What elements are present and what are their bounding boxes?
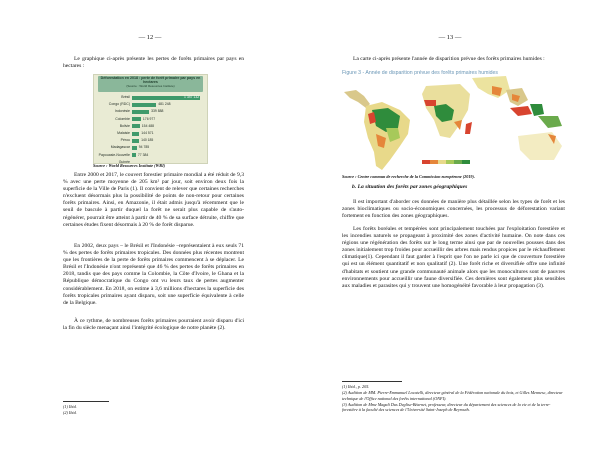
chart-value-label: 154 488: [141, 123, 155, 128]
chart-bar: [132, 146, 137, 150]
west-africa-hotspot-region: [424, 100, 436, 106]
chart-value-label: 1 347 132: [184, 95, 200, 99]
chart-value-label: 77 384: [137, 152, 149, 157]
chart-category-label: Congo (RDC): [108, 102, 130, 107]
chart-row: [94, 116, 207, 123]
chart-value-label: 176 977: [142, 116, 156, 121]
chart-category-label: Madagascar: [110, 145, 130, 150]
paragraph: En 2002, deux pays – le Brésil et l'Indonésie –représentaient à eux seuls 71 % des pertes de forêts primaires tropicales. Des données plus récentes montrent que les frontières de la perte de forêts primaires commencent à se déplacer. Le Brésil et l'Indonésie n'ont représenté que 46 % des pertes de forêts primaires en 2018, tandis que des pays comme la Colombie, la Côte d'Ivoire, le Ghana et la République démocratique du Congo ont vu leurs taux de pertes augmenter considérablement. En 2018, on estime à 3,6 millions d'hectares la superficie des forêts tropicales primaires ayant disparu, soit une superficie équivalente à celle de la Belgique.: [63, 243, 244, 306]
chart-row: [94, 152, 207, 164]
chart-value-label: 339 888: [151, 109, 164, 114]
footnote-rule: [63, 401, 109, 402]
chart-category-label: Malaisie: [117, 131, 130, 135]
chart-bar: [132, 132, 139, 136]
chart-source: Source : World Resources Institute (WRI): [93, 163, 166, 168]
chart-value-label: 140 185: [141, 138, 154, 143]
footnotes: [63, 404, 244, 417]
chart-category-label: Colombie: [115, 116, 130, 121]
map-source: Source : Centre commun de recherche de la Commission européenne (2019).: [342, 174, 475, 179]
footnote: (1) Ibid.: [63, 404, 77, 409]
chart-row: [94, 94, 207, 101]
chart-row: [94, 144, 207, 151]
chart-category-label: Indonésie: [114, 109, 130, 114]
chart-row: [94, 108, 207, 115]
chart-category-label: Pérou: [120, 138, 130, 143]
page-number: — 13 —: [438, 34, 462, 41]
chart-bar: [132, 153, 136, 157]
map-title: Figure 3 - Année de disparition prévue des forêts primaires humides: [342, 70, 498, 76]
chart-bar: [132, 110, 149, 114]
chart-title: Déforestation en 2018 : perte de forêt primaire par pays en hectares: [100, 76, 201, 85]
chart-value-label: 481 248: [158, 102, 171, 107]
chart-title-box: [98, 76, 203, 92]
deforestation-bar-chart: [93, 74, 208, 164]
chart-intro: Le graphique ci-après présente les pertes de forêts primaires par pays en hectares :: [63, 56, 244, 70]
chart-category-label: Papouasie-Nouvelle Guinée: [98, 152, 130, 164]
chart-bar: [132, 117, 141, 121]
chart-bar: [132, 103, 156, 107]
chart-row: [94, 130, 207, 137]
chart-row: [94, 101, 207, 108]
paragraph: Entre 2000 et 2017, le couvert forestier primaire mondial a été réduit de 9,3 % avec une perte moyenne de 205 km² par jour, soit environ deux fois la superficie de la Ville de Paris (1). Il convient de relever que certaines recherches n'excluent désormais plus la possibilité de points de non-retour pour certaines forêts primaires. Ainsi, en Amazonie, il était admis jusqu'à récemment que le seuil de bascule à partir duquel la forêt ne serait plus capable de s'auto-régénérer, pourrait être atteint à partir de 40 % de sa surface détruite, chiffre que certaines études fixent désormais à 20 % de forêt disparue.: [63, 172, 244, 228]
chart-value-label: 94 785: [138, 145, 150, 150]
map-legend: [422, 160, 470, 164]
paragraph: Les forêts boréales et tempérées sont principalement touchées par l'exploitation forestière et les incendies naturels se propageant à proximité des zones d'activité humaine. On note dans ces régions une régénération des forêts sur le long terme ainsi que par de nouvelles pousses dans des zones initialement trop froides pour accueillir des arbres mais rendus propices par le réchauffement climatique(1). Cependant il faut garder à l'esprit que l'on ne parle ici que de couverture forestière qui est un élément quantitatif et non qualitatif (2). Une forêt riche et diversifiée offre une infinité d'habitats et soutient une grande communauté animale alors que les monocultures sont de pauvres environnements pour accueillir une faune diversifiée. Ces dernières sont également plus sensibles aux maladies et parasites qui y trouvent une homogénéité favorable à leur propagation (3).: [342, 226, 565, 289]
section-heading: b. La situation des forêts par zones géographiques: [352, 184, 468, 190]
footnote-rule: [342, 381, 402, 382]
paragraph: Il est important d'aborder ces données de manière plus détaillée selon les types de forêt et les zones bioclimatiques ou socio-économiques concernées, les processus de déforestation variant fortement en fonction des zones géographiques.: [342, 199, 565, 220]
page-number: — 12 —: [138, 34, 162, 41]
footnote: (2) Ibid.: [63, 410, 77, 416]
footnote: (3) Audition de Mme Magali Dus Deglise-Béarnet, professeur, directeur du département des sciences de la vie et de la terre-forestière à la faculté des sciences de l'Université Saint-Joseph de Beyrouth.: [342, 401, 551, 413]
world-map: [342, 76, 564, 172]
map-intro: La carte ci-après présente l'année de disparition prévue des forêts primaires humides :: [353, 56, 545, 62]
chart-row: [94, 123, 207, 130]
chart-value-label: 144 571: [141, 131, 154, 135]
chart-category-label: Brésil: [121, 95, 130, 99]
chart-bar: [132, 139, 139, 143]
footnote: (2) Audition de MM. Pierre-Emmanuel Locatelli, directeur général de la Fédération nationale du bois, et Gilles Mennesc, directeur technique de l'Office national des forêts international (ONFI).: [342, 390, 563, 401]
chart-row: [94, 137, 207, 144]
chart-bar: [132, 124, 140, 128]
footnote: (1) Ibid., p. 205.: [342, 384, 370, 389]
chart-category-label: Bolivie: [119, 123, 130, 128]
paragraph: À ce rythme, de nombreuses forêts primaires pourraient avoir disparu d'ici la fin du siècle menaçant ainsi l'intégrité écologique de notre planète (2).: [63, 318, 244, 332]
chart-subtitle: (Source : World Resources Institute): [126, 83, 175, 88]
right-page: [300, 0, 600, 463]
footnotes: [342, 384, 565, 413]
